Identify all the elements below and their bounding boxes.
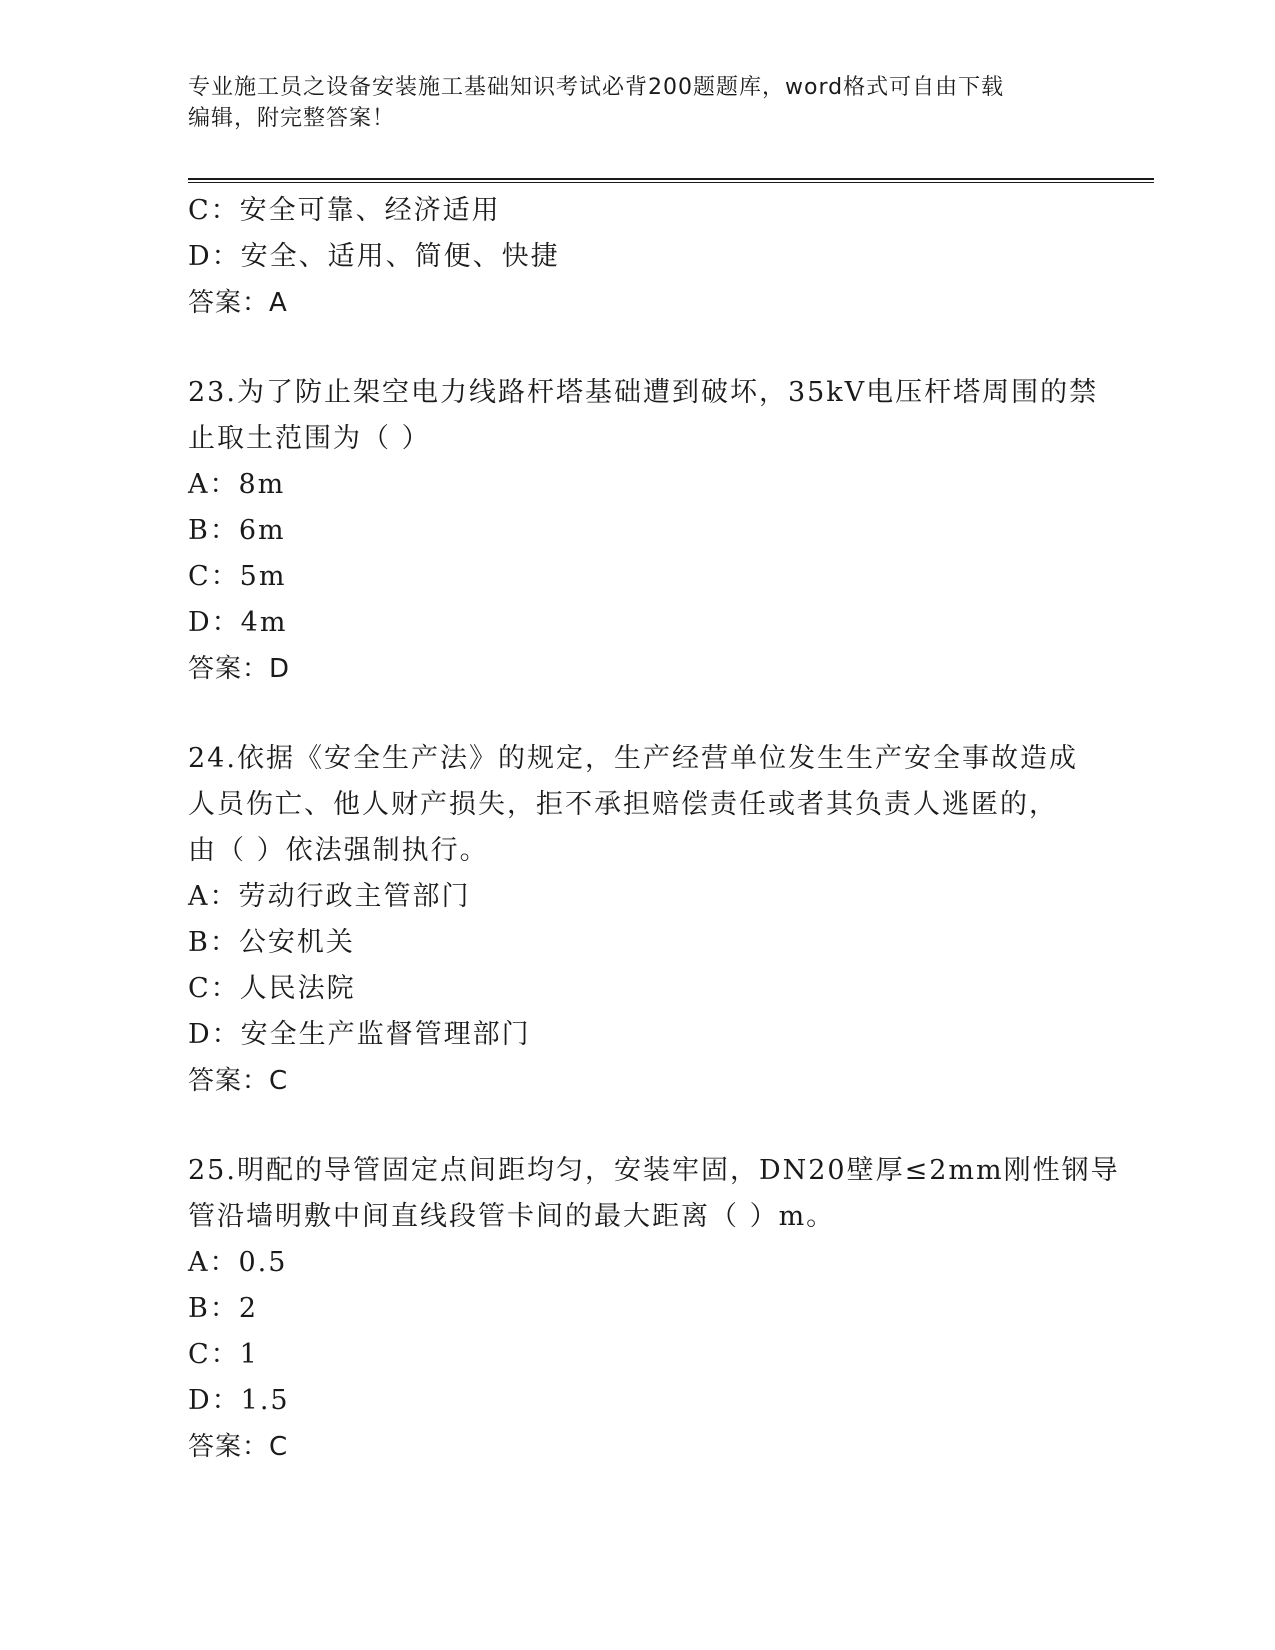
option-a: A：0.5 [188, 1247, 288, 1278]
question-24 [188, 736, 1088, 1104]
question-23 [188, 370, 1099, 692]
option-a: A：劳动行政主管部门 [188, 881, 471, 912]
question-stem-line: 24.依据《安全生产法》的规定，生产经营单位发生生产安全事故造成 [188, 743, 1078, 774]
previous-question-tail [188, 188, 1088, 326]
page-header [188, 72, 1088, 134]
question-stem-line: 人员伤亡、他人财产损失，拒不承担赔偿责任或者其负责人逃匿的， [188, 789, 1058, 820]
question-stem-line: 由（ ）依法强制执行。 [188, 835, 489, 866]
question-stem-line: 管沿墙明敷中间直线段管卡间的最大距离（ ）m。 [188, 1201, 836, 1232]
answer-line: 答案：A [188, 288, 288, 318]
question-stem-line: 25.明配的导管固定点间距均匀，安装牢固，DN20壁厚≤2mm刚性钢导 [188, 1155, 1120, 1186]
answer-line: 答案：C [188, 1066, 289, 1096]
question-25 [188, 1148, 1120, 1470]
option-b: B：公安机关 [188, 927, 355, 958]
option-a: A：8m [188, 469, 286, 500]
option-d: D：安全、适用、简便、快捷 [188, 241, 560, 272]
option-d: D：4m [188, 607, 288, 638]
header-line-2: 编辑，附完整答案！ [188, 106, 396, 131]
question-stem-line: 止取土范围为（ ） [188, 423, 431, 454]
option-c: C：人民法院 [188, 973, 356, 1004]
option-c: C：安全可靠、经济适用 [188, 195, 501, 226]
option-d: D：1.5 [188, 1385, 290, 1416]
option-c: C：5m [188, 561, 287, 592]
document-body [188, 188, 1120, 1470]
option-d: D：安全生产监督管理部门 [188, 1019, 531, 1050]
answer-line: 答案：D [188, 654, 291, 684]
header-divider [188, 178, 1154, 183]
answer-line: 答案：C [188, 1432, 289, 1462]
option-b: B：6m [188, 515, 286, 546]
header-line-1: 专业施工员之设备安装施工基础知识考试必背200题题库，word格式可自由下载 [188, 75, 1005, 100]
option-c: C：1 [188, 1339, 259, 1370]
question-stem-line: 23.为了防止架空电力线路杆塔基础遭到破坏，35kV电压杆塔周围的禁 [188, 377, 1099, 408]
option-b: B：2 [188, 1293, 259, 1324]
